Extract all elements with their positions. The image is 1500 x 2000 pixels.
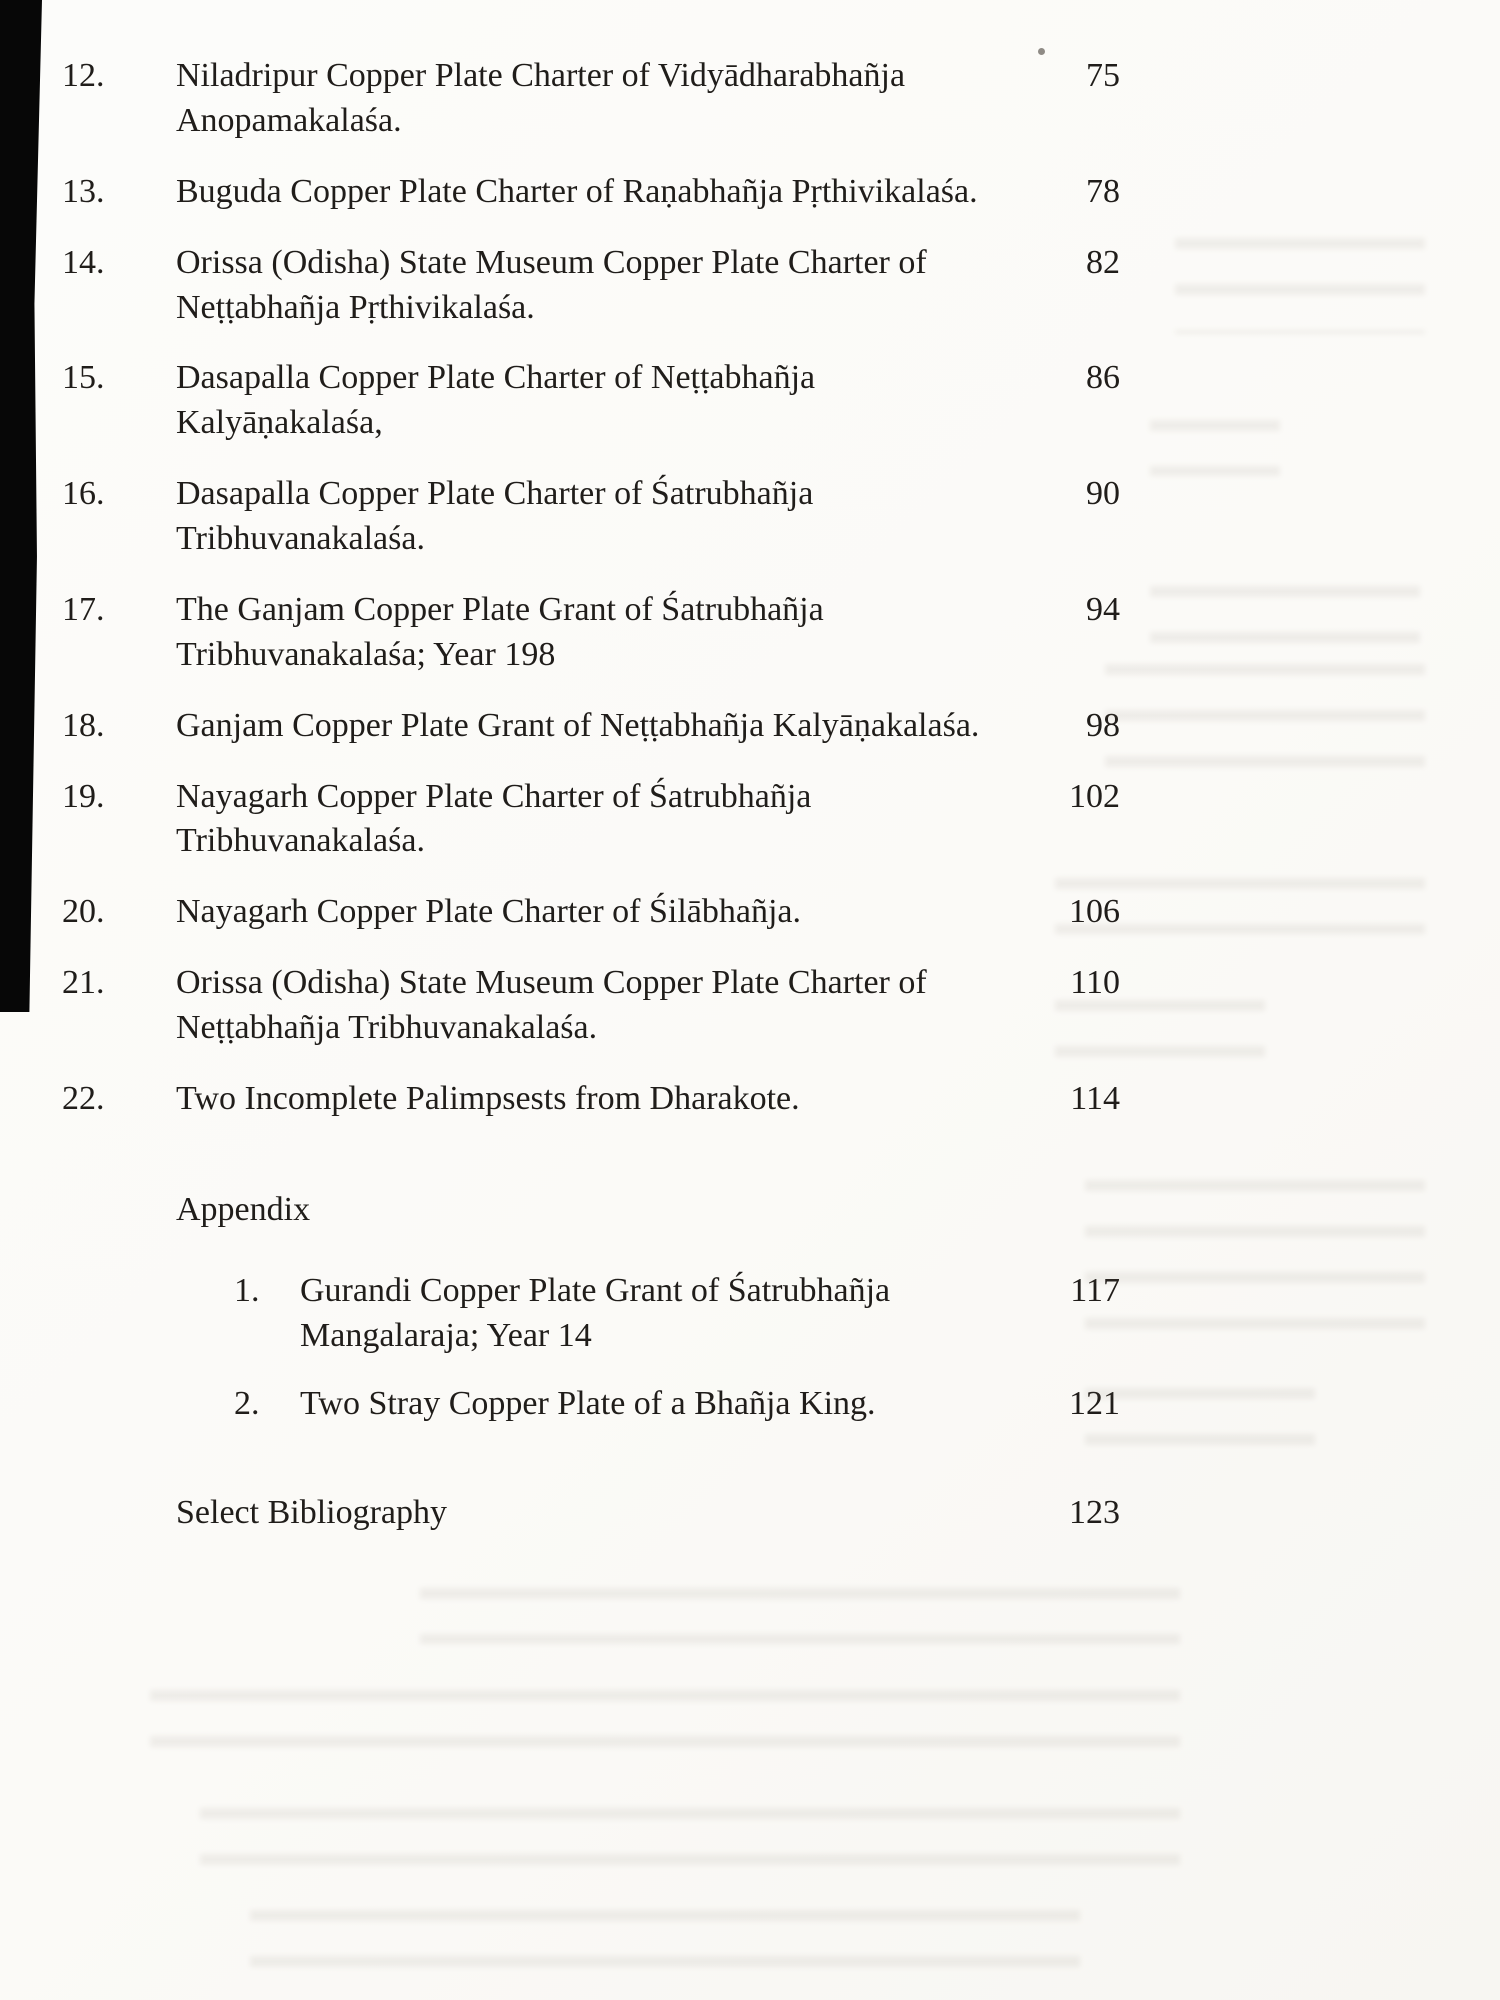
entry-number: 15.: [62, 359, 105, 397]
entry-title: Nayagarh Copper Plate Charter of Śilābhañja.: [176, 893, 802, 931]
entry-number: 19.: [62, 777, 105, 815]
toc-entry: [62, 241, 1120, 331]
entry-title: Gurandi Copper Plate Grant of Śatrubhañja Mangalaraja; Year 14: [300, 1271, 891, 1354]
entry-title: Orissa (Odisha) State Museum Copper Plate Charter of Neṭṭabhañja Pṛthivikalaśa.: [176, 243, 927, 326]
entry-number: 18.: [62, 706, 105, 744]
toc-entry: [234, 1269, 1120, 1359]
entry-number: 12.: [62, 57, 105, 94]
entry-title: Nayagarh Copper Plate Charter of Śatrubhañja Tribhuvanakalaśa.: [176, 777, 812, 860]
entry-page-number: 102: [1069, 777, 1120, 815]
bleedthrough-smudge: [420, 1588, 1180, 1644]
entry-page-number: 98: [1086, 706, 1120, 744]
entry-page-number: 90: [1086, 475, 1120, 513]
entry-number: 22.: [62, 1079, 105, 1117]
bleedthrough-smudge: [1150, 420, 1280, 476]
entry-title: Dasapalla Copper Plate Charter of Neṭṭabhañja Kalyāṇakalaśa,: [176, 359, 816, 442]
toc-entry: [62, 1077, 1120, 1122]
appendix-list: [62, 1269, 1120, 1428]
toc-list: [62, 54, 1120, 1122]
entry-page-number: 78: [1086, 172, 1120, 210]
toc-entry: [62, 704, 1120, 749]
entry-number: 21.: [62, 964, 105, 1002]
entry-page-number: 75: [1086, 57, 1120, 94]
bleedthrough-smudge: [150, 1690, 1180, 1754]
toc-entry: [234, 1382, 1120, 1427]
entry-page-number: 82: [1086, 243, 1120, 281]
entry-number: 17.: [62, 590, 105, 628]
toc-entry: [62, 588, 1120, 678]
entry-page-number: 114: [1070, 1079, 1120, 1117]
entry-number: 13.: [62, 172, 105, 210]
entry-title: Dasapalla Copper Plate Charter of Śatrubhañja Tribhuvanakalaśa.: [176, 475, 814, 557]
entry-title: Buguda Copper Plate Charter of Raṇabhañja Pṛthivikalaśa.: [176, 172, 978, 210]
toc-entry: [62, 472, 1120, 562]
bleedthrough-smudge: [200, 1808, 1180, 1868]
appendix-heading: Appendix: [176, 1190, 311, 1228]
bleedthrough-smudge: [250, 1910, 1080, 1980]
entry-title: Two Stray Copper Plate of a Bhañja King.: [300, 1385, 876, 1423]
bleedthrough-smudge: [1105, 664, 1425, 784]
entry-page-number: 117: [1070, 1271, 1120, 1309]
bibliography-page-number: 123: [1069, 1494, 1120, 1532]
toc-entry: [62, 775, 1120, 865]
toc-entry: [62, 170, 1120, 215]
toc-entry: [62, 54, 1120, 144]
entry-page-number: 121: [1069, 1385, 1120, 1423]
entry-number: 1.: [234, 1271, 260, 1309]
entry-title: The Ganjam Copper Plate Grant of Śatrubhañja Tribhuvanakalaśa; Year 198: [176, 590, 824, 673]
entry-page-number: 86: [1086, 359, 1120, 397]
entry-title: Ganjam Copper Plate Grant of Neṭṭabhañja Kalyāṇakalaśa.: [176, 706, 980, 744]
appendix-section: [62, 1188, 1120, 1428]
entry-title: Two Incomplete Palimpsests from Dharakote.: [176, 1079, 800, 1117]
entry-page-number: 110: [1070, 964, 1120, 1002]
bleedthrough-smudge: [1085, 1180, 1425, 1330]
bibliography-row: [176, 1491, 1120, 1536]
entry-title: Orissa (Odisha) State Museum Copper Plate Charter of Neṭṭabhañja Tribhuvanakalaśa.: [176, 964, 927, 1046]
entry-number: 16.: [62, 475, 105, 513]
entry-page-number: 106: [1069, 893, 1120, 931]
toc-entry: [62, 890, 1120, 935]
toc-entry: [62, 356, 1120, 446]
entry-title: Niladripur Copper Plate Charter of Vidyādharabhañja Anopamakalaśa.: [176, 57, 906, 139]
toc-entry: [62, 961, 1120, 1051]
entry-number: 2.: [234, 1385, 260, 1423]
bibliography-label: Select Bibliography: [176, 1494, 448, 1532]
entry-page-number: 94: [1086, 590, 1120, 628]
bleedthrough-smudge: [1175, 238, 1425, 334]
entry-number: 14.: [62, 243, 105, 281]
entry-number: 20.: [62, 893, 105, 931]
table-of-contents: [62, 0, 1120, 1536]
bleedthrough-smudge: [1150, 586, 1420, 646]
scan-edge-artifact: [0, 0, 42, 1012]
